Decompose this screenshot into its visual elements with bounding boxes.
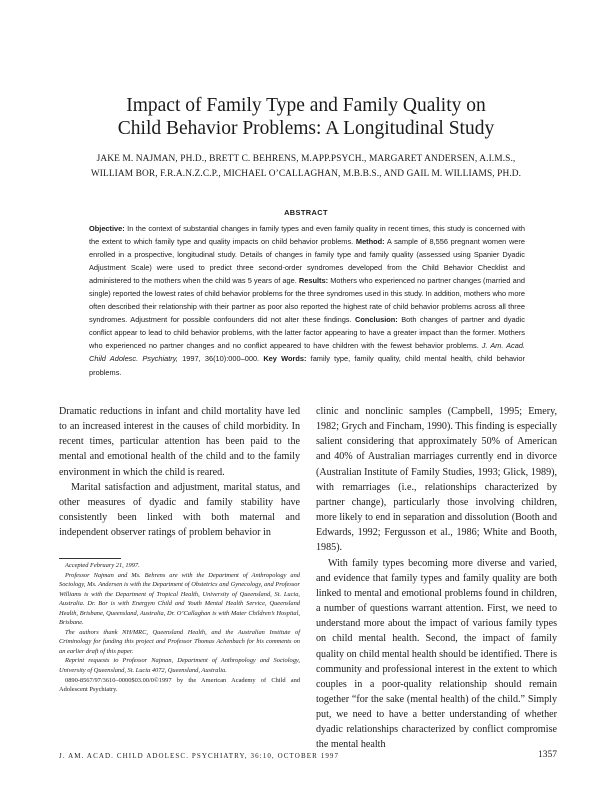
authors-line-2: WILLIAM BOR, F.R.A.N.Z.C.P., MICHAEL O’CALLAGHAN, M.B.B.S., AND GAIL M. WILLIAMS, PH.D. [90, 169, 522, 179]
method-text: A sample of 8,556 pregnant women were enrolled in a prospective, longitudinal study. Details of changes in family type and family quality (assessed using Spanier Dyadic Adjustment Scale) were used to predict three second-order syndromes developed from the Child Behavior Checklist and administered to the mothers when the child was 5 years of age. [89, 237, 525, 286]
page-number: 1357 [538, 750, 557, 760]
left-paragraph-2: Marital satisfaction and adjustment, marital status, and other measures of dyadic and family stability have consistently been linked with both maternal and independent observer ratings of problem behavior in [59, 481, 300, 539]
left-paragraph-1: Dramatic reductions in infant and child mortality have led to an increased interest in the causes of child morbidity. In recent times, particular attention has been paid to the mental and emotional health of the child and to the family environment in which the child is reared. [59, 406, 300, 478]
title-line-1: Impact of Family Type and Family Quality on [126, 95, 486, 116]
keywords-text: family type, family quality, child mental health, child behavior problems. [89, 354, 525, 377]
right-paragraph-2: With family types becoming more diverse and varied, and evidence that family types and family quality are both linked to mental and emotional problems found in children, a number of questions warrant attention. First, we need to understand more about the impact of various family types on child mental health. Second, the impact of family quality on child mental health should be identified. There is community and professional interest in the extent to which couples in a poor-quality relationship should remain together “for the sake (mental health) of the child.” Simply put, we need to have a better understanding of whether dyadic relationships characterized by conflict compromise the mental health [316, 557, 557, 751]
keywords-label: Key Words: [263, 354, 307, 364]
abstract-heading: ABSTRACT [284, 208, 328, 217]
objective-label: Objective: [89, 224, 125, 233]
author-list [52, 152, 560, 182]
results-text: Mothers who experienced no partner changes (married and single) reported the lowest rates of child behavior problems for the three syndromes used in this study. In addition, mothers who more often described their relationship with their partner as poor also reported the highest rate of child behavior problems across all three syndromes. Adjustment for possible confounders did not alter these findings. [89, 276, 525, 325]
footnote-divider [59, 558, 121, 559]
right-paragraph-1: clinic and nonclinic samples (Campbell, 1995; Emery, 1982; Grych and Fincham, 1990). This finding is especially salient considering that approximately 50% of American and 40% of Australian marriages currently end in divorce (Australian Institute of Family Studies, 1993; Glick, 1989), with remarriages (i.e., relationships characterized by partner change), particularly those involving children, more likely to end in separation and dissolution (Booth and Edwards, 1992; Fergusson et al., 1986; White and Booth, 1985). [316, 406, 557, 554]
article-title [60, 94, 552, 140]
results-label: Results: [298, 276, 329, 286]
running-footer: J. AM. ACAD. CHILD ADOLESC. PSYCHIATRY, 36:10, OCTOBER 1997 [59, 752, 340, 760]
left-column [59, 404, 300, 540]
footnote-affiliations: Professor Najman and Ms. Behrens are with the Department of Anthropology and Sociology, Ms. Andersen is with the Department of Obstetrics and Gynecology, and Professor Williams is with the Department of Tropical Health, University of Queensland, St. Lucia, Australia. Dr. Bor is with Energym Child and Youth Mental Health Service, Queensland Health, Brisbane, Queensland, Australia, Dr. O’Callaghan is with Mater Children’s Hospital, Brisbane. [59, 571, 300, 627]
footnote-thanks: The authors thank NH/MRC, Queensland Health, and the Australian Institute of Criminology for funding this project and Professor Thomas Achenbach for his comments on an earlier draft of this paper. [59, 628, 300, 655]
footnotes [59, 561, 300, 695]
method-label: Method: [355, 237, 385, 247]
conclusion-label: Conclusion: [355, 315, 398, 325]
footnote-copyright: 0890-8567/97/3610–0000$03.00/0©1997 by the American Academy of Child and Adolescent Psychiatry. [59, 676, 300, 694]
footnote-reprints: Reprint requests to Professor Najman, Department of Anthropology and Sociology, University of Queensland, St. Lucia 4072, Queensland, Australia. [59, 657, 300, 675]
authors-line-1: JAKE M. NAJMAN, PH.D., BRETT C. BEHRENS, M.APP.PSYCH., MARGARET ANDERSEN, A.I.M.S., [96, 154, 516, 164]
conclusion-text: Both changes of partner and dyadic conflict appear to lead to child behavior problems, with the latter factor appearing to have a greater impact than the former. Mothers who experienced no partner changes and no conflict appeared to have children with the fewest behavior problems. [89, 315, 526, 351]
title-line-2: Child Behavior Problems: A Longitudinal Study [117, 118, 495, 139]
abstract-body [89, 222, 525, 379]
citation-journal: J. Am. Acad. Child Adolesc. Psychiatry, [89, 341, 525, 364]
objective-text: In the context of substantial changes in family types and even family quality in recent times, this study is concerned with the extent to which family type and quality impacts on child behavior problems. [89, 224, 525, 247]
footnote-accepted: Accepted February 21, 1997. [65, 562, 140, 569]
citation-volume: 1997, 36(10):000–000. [177, 354, 260, 364]
right-column [316, 404, 557, 753]
